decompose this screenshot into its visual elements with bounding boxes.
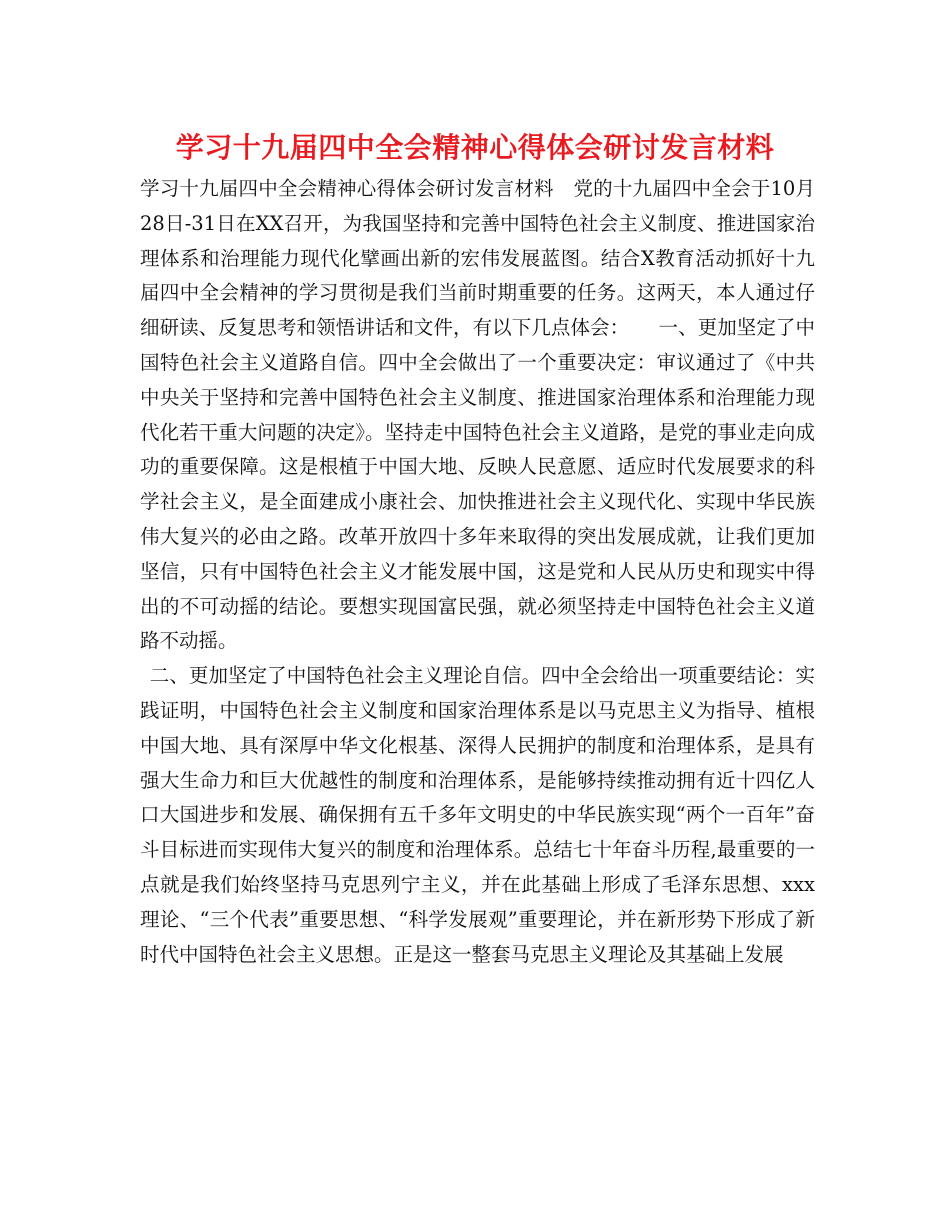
document-body	[140, 172, 815, 972]
body-paragraph-2: 二、更加坚定了中国特色社会主义理论自信。四中全会给出一项重要结论：实践证明，中国特色社会主义制度和国家治理体系是以马克思主义为指导、植根中国大地、具有深厚中华文化根基、深得人民拥护的制度和治理体系，是具有强大生命力和巨大优越性的制度和治理体系，是能够持续推动拥有近十四亿人口大国进步和发展、确保拥有五千多年文明史的中华民族实现“两个一百年”奋斗目标进而实现伟大复兴的制度和治理体系。总结七十年奋斗历程,最重要的一点就是我们始终坚持马克思列宁主义，并在此基础上形成了毛泽东思想、xxx理论、“三个代表”重要思想、“科学发展观”重要理论，并在新形势下形成了新时代中国特色社会主义思想。正是这一整套马克思主义理论及其基础上发展	[140, 664, 815, 966]
document-title: 学习十九届四中全会精神心得体会研讨发言材料	[175, 131, 775, 164]
body-paragraph-1: 学习十九届四中全会精神心得体会研讨发言材料 党的十九届四中全会于10月28日-31日在XX召开，为我国坚持和完善中国特色社会主义制度、推进国家治理体系和治理能力现代化擘画出新的宏伟发展蓝图。结合X教育活动抓好十九届四中全会精神的学习贯彻是我们当前时期重要的任务。这两天，本人通过仔细研读、反复思考和领悟讲话和文件，有以下几点体会： 一、更加坚定了中国特色社会主义道路自信。四中全会做出了一个重要决定：审议通过了《中共中央关于坚持和完善中国特色社会主义制度、推进国家治理体系和治理能力现代化若干重大问题的决定》。坚持走中国特色社会主义道路，是党的事业走向成功的重要保障。这是根植于中国大地、反映人民意愿、适应时代发展要求的科学社会主义，是全面建成小康社会、加快推进社会主义现代化、实现中华民族伟大复兴的必由之路。改革开放四十多年来取得的突出发展成就，让我们更加坚信，只有中国特色社会主义才能发展中国，这是党和人民从历史和现实中得出的不可动摇的结论。要想实现国富民强，就必须坚持走中国特色社会主义道路不动摇。	[140, 177, 815, 653]
